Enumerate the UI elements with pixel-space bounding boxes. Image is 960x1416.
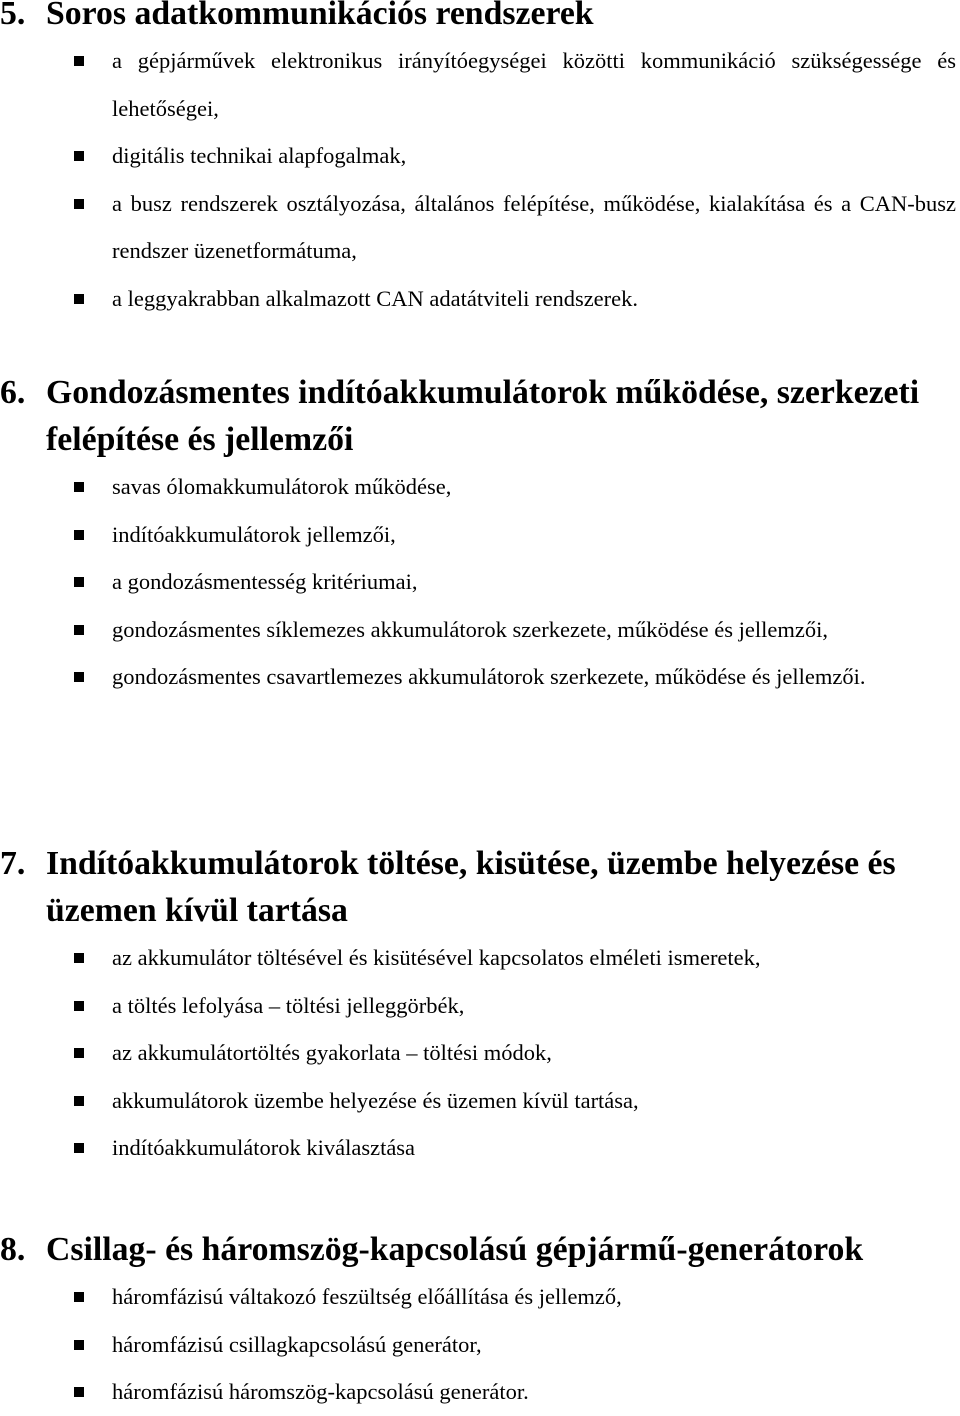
list-item xyxy=(0,606,960,654)
section-heading xyxy=(0,0,960,37)
list-item-text: a töltés lefolyása – töltési jelleggörbék, xyxy=(112,992,465,1018)
section-number: 7. xyxy=(0,845,26,882)
list-item-text: indítóakkumulátorok jellemzői, xyxy=(112,521,396,547)
list-item xyxy=(0,558,960,606)
list-item-text: gondozásmentes csavartlemezes akkumulátorok szerkezete, működése és jellemzői. xyxy=(112,664,866,689)
section-title: Gondozásmentes indítóakkumulátorok működése, szerkezeti felépítése és jellemzői xyxy=(46,374,920,458)
list-item xyxy=(0,275,960,323)
square-bullet-icon xyxy=(74,1096,84,1106)
square-bullet-icon xyxy=(74,625,84,635)
list-item-text: a gondozásmentesség kritériumai, xyxy=(112,569,418,594)
square-bullet-icon xyxy=(74,672,84,682)
square-bullet-icon xyxy=(74,953,84,963)
list-item xyxy=(0,1124,960,1172)
bullet-list xyxy=(0,934,960,1172)
square-bullet-icon xyxy=(74,56,84,66)
list-item xyxy=(0,37,960,132)
section-title: Soros adatkommunikációs rendszerek xyxy=(46,0,594,32)
square-bullet-icon xyxy=(74,530,84,540)
section-number: 8. xyxy=(0,1231,26,1268)
list-item-text: háromfázisú csillagkapcsolású generátor, xyxy=(112,1331,482,1357)
list-item xyxy=(0,1077,960,1125)
list-item-text: az akkumulátor töltésével és kisütésével kapcsolatos elméleti ismeretek, xyxy=(112,945,761,970)
square-bullet-icon xyxy=(74,1143,84,1153)
list-item-text: háromfázisú háromszög-kapcsolású generátor. xyxy=(112,1379,529,1404)
square-bullet-icon xyxy=(74,151,84,161)
list-item-text: savas ólomakkumulátorok működése, xyxy=(112,474,452,499)
section-number: 6. xyxy=(0,374,26,411)
list-item xyxy=(0,463,960,511)
square-bullet-icon xyxy=(74,294,84,304)
list-item-text: digitális technikai alapfogalmak, xyxy=(112,143,407,168)
square-bullet-icon xyxy=(74,482,84,492)
section-title: Csillag- és háromszög-kapcsolású gépjármű-generátorok xyxy=(46,1231,864,1268)
section-heading xyxy=(0,1226,960,1273)
list-item-text: a gépjárművek elektronikus irányítóegységei közötti kommunikáció szükségessége és lehetőségei, xyxy=(112,48,956,121)
list-item xyxy=(0,132,960,180)
section-7 xyxy=(0,840,960,1172)
list-item-text: a busz rendszerek osztályozása, általános felépítése, működése, kialakítása és a CAN-busz rendszer üzenetformátuma, xyxy=(112,190,956,263)
square-bullet-icon xyxy=(74,1387,84,1397)
square-bullet-icon xyxy=(74,577,84,587)
bullet-list xyxy=(0,1273,960,1416)
list-item xyxy=(0,982,960,1030)
list-item xyxy=(0,1368,960,1416)
square-bullet-icon xyxy=(74,1001,84,1011)
bullet-list xyxy=(0,463,960,701)
list-item xyxy=(0,653,960,701)
list-item-text: gondozásmentes síklemezes akkumulátorok szerkezete, működése és jellemzői, xyxy=(112,616,829,642)
section-6 xyxy=(0,369,960,701)
square-bullet-icon xyxy=(74,1048,84,1058)
square-bullet-icon xyxy=(74,1292,84,1302)
bullet-list xyxy=(0,37,960,322)
section-heading xyxy=(0,840,960,934)
list-item-text: indítóakkumulátorok kiválasztása xyxy=(112,1135,416,1160)
list-item xyxy=(0,1321,960,1369)
list-item-text: a leggyakrabban alkalmazott CAN adatátviteli rendszerek. xyxy=(112,285,639,311)
list-item xyxy=(0,1273,960,1321)
list-item-text: az akkumulátortöltés gyakorlata – töltési módok, xyxy=(112,1040,552,1065)
list-item xyxy=(0,511,960,559)
list-item xyxy=(0,934,960,982)
list-item xyxy=(0,1029,960,1077)
section-title: Indítóakkumulátorok töltése, kisütése, üzembe helyezése és üzemen kívül tartása xyxy=(46,845,896,929)
section-number: 5. xyxy=(0,0,26,32)
section-heading xyxy=(0,369,960,463)
list-item-text: háromfázisú váltakozó feszültség előállítása és jellemző, xyxy=(112,1284,622,1309)
square-bullet-icon xyxy=(74,199,84,209)
list-item xyxy=(0,180,960,275)
list-item-text: akkumulátorok üzembe helyezése és üzemen kívül tartása, xyxy=(112,1087,639,1113)
section-5 xyxy=(0,0,960,322)
square-bullet-icon xyxy=(74,1340,84,1350)
section-8 xyxy=(0,1226,960,1416)
